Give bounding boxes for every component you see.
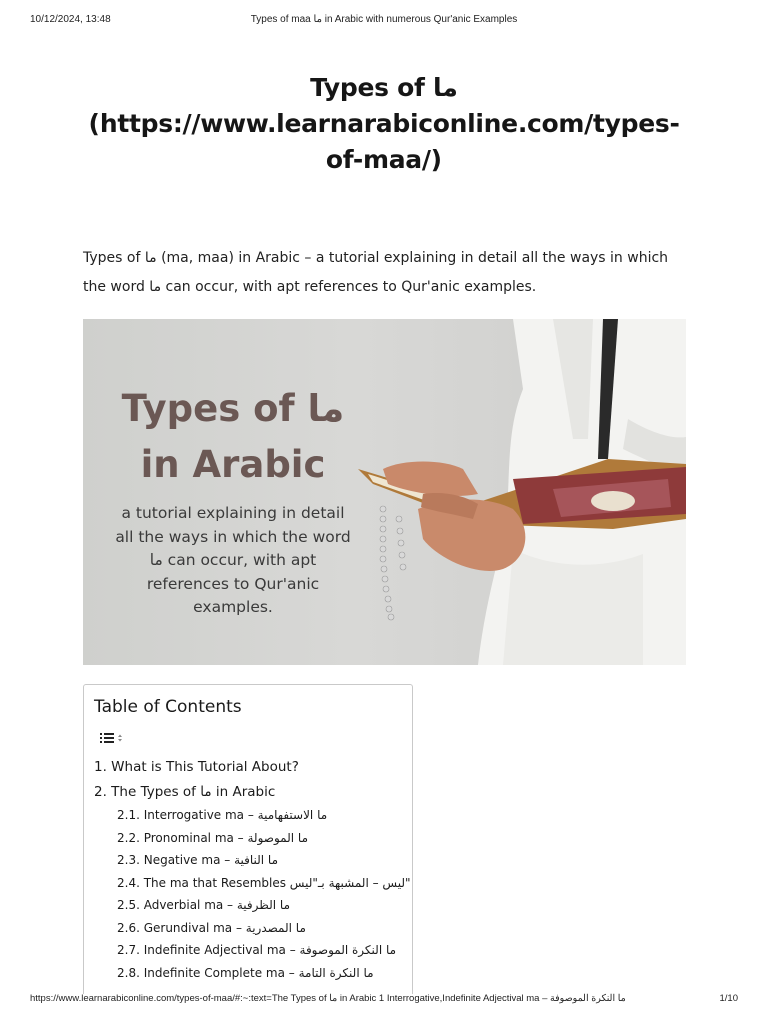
hero-title (83, 381, 383, 493)
intro-paragraph: Types of ما (ma, maa) in Arabic – a tutorial explaining in detail all the ways in which the word ما can occur, with apt references to Qur'anic examples. (83, 250, 669, 295)
hero-subtitle-line: a tutorial explaining in detail (121, 504, 345, 522)
toc-sublink[interactable]: 2.7. Indefinite Adjectival ma – ما النكرة الموصوفة (117, 943, 397, 957)
toc-sublink[interactable]: 2.2. Pronominal ma – ما الموصولة (117, 830, 309, 845)
page-title: Types of ما (https://www.learnarabiconline.com/types-of-maa/) (88, 73, 680, 174)
hero-subtitle (83, 502, 383, 620)
hero-image (83, 319, 686, 665)
print-document-title: Types of maa ما in Arabic with numerous Qur'anic Examples (250, 14, 518, 25)
list-icon (99, 730, 125, 746)
toc-sublink[interactable]: 2.4. The ma that Resembles ليس – المشبهة بـ"ليس" (117, 875, 411, 890)
toc-sublink[interactable]: 2.1. Interrogative ma – ما الاستفهامية (117, 808, 328, 822)
toc-heading: Table of Contents (94, 697, 242, 717)
hero-subtitle-line: all the ways in which the word (115, 527, 351, 546)
toc-link[interactable]: 1. What is This Tutorial About? (94, 759, 299, 775)
toc-list (94, 755, 411, 984)
print-footer (0, 993, 768, 1009)
toc-sublink[interactable]: 2.5. Adverbial ma – ما الظرفية (117, 898, 291, 912)
hero-subtitle-line: ما can occur, with apt (149, 551, 317, 569)
print-header (0, 14, 768, 30)
hero-title-line1: Types of ما (121, 387, 345, 430)
print-url: https://www.learnarabiconline.com/types-of-maa/#:~:text=The Types of ما in Arabic 1 Interrogative,Indefinite Adjectival ma – ما النكرة الموصوفة (30, 993, 626, 1004)
toc-link[interactable]: 2. The Types of ما in Arabic (94, 783, 276, 800)
print-datetime: 10/12/2024, 13:48 (30, 14, 111, 25)
toc-sublink[interactable]: 2.3. Negative ma – ما النافية (117, 853, 279, 867)
table-of-contents (83, 684, 413, 994)
hero-subtitle-line: references to Qur'anic (146, 574, 320, 593)
toc-sublink[interactable]: 2.8. Indefinite Complete ma – ما النكرة التامة (117, 965, 374, 980)
toc-sublink[interactable]: 2.6. Gerundival ma – ما المصدرية (117, 920, 306, 935)
page-number: 1/10 (719, 993, 738, 1004)
toc-toggle-button[interactable] (99, 730, 125, 746)
hero-subtitle-line: examples. (193, 598, 273, 616)
hero-title-line2: in Arabic (140, 443, 326, 486)
